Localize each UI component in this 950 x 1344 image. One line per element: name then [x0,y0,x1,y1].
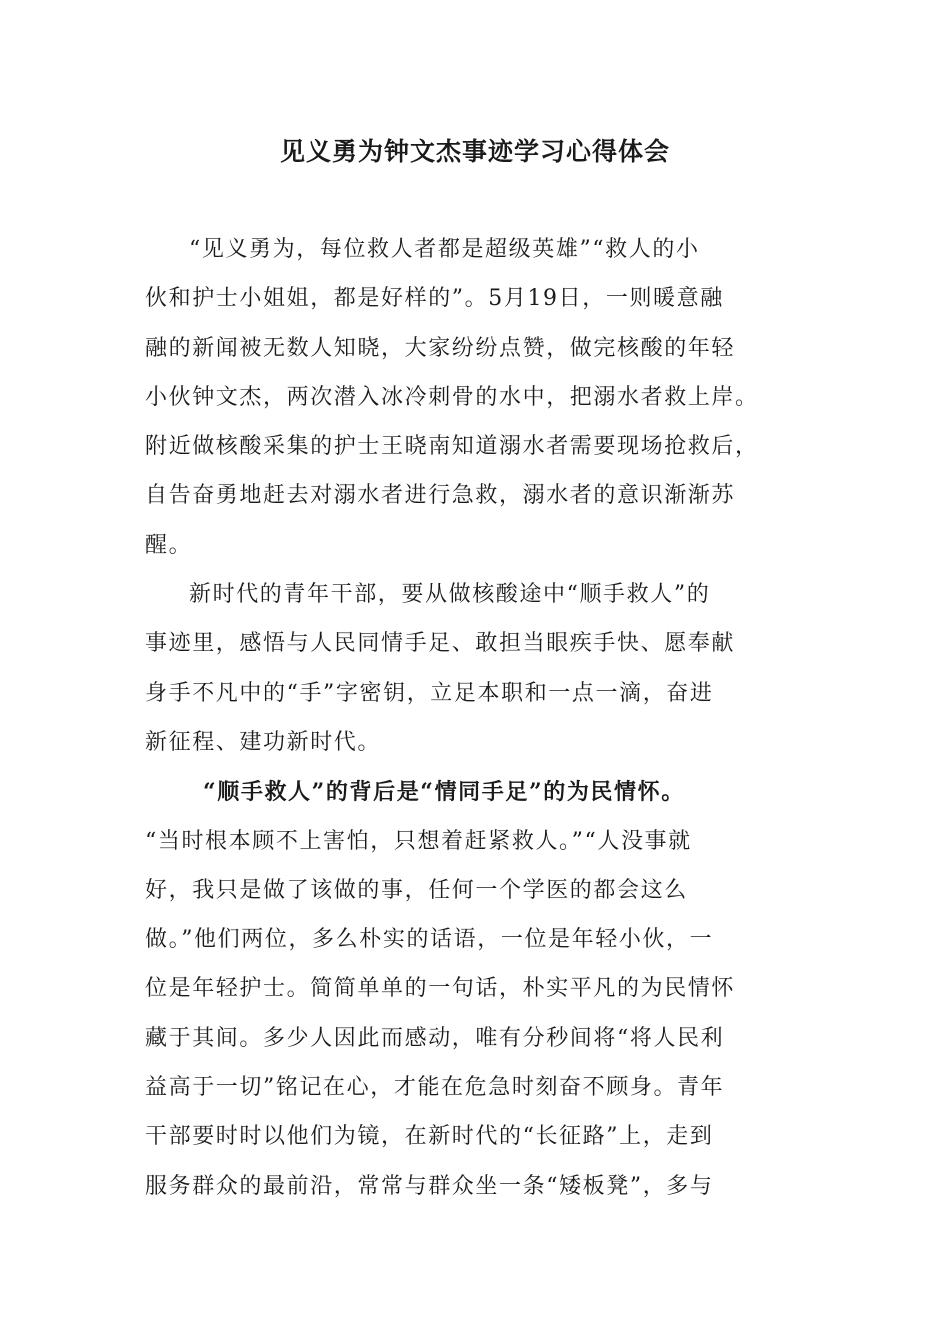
document-title: 见义勇为钟文杰事迹学习心得体会 [279,137,670,166]
paragraph-3-line-1: “当时根本顾不上害怕，只想着赶紧救人。”“人没事就 [145,828,692,854]
paragraph-3-line-6: 益高于一切”铭记在心，才能在危急时刻奋不顾身。青年 [145,1075,725,1101]
paragraph-1-line-7: 醒。 [145,532,193,558]
paragraph-3-line-8: 服务群众的最前沿，常常与群众坐一条“矮板凳”，多与 [145,1173,714,1199]
paragraph-3-line-5: 藏于其间。多少人因此而感动，唯有分秒间将“将人民利 [145,1025,725,1051]
paragraph-1-line-1: “见义勇为，每位救人者都是超级英雄”“救人的小 [189,237,700,262]
paragraph-3-line-2: 好，我只是做了该做的事，任何一个学医的都会这么 [145,877,688,903]
paragraph-1-line-6: 自告奋勇地赶去对溺水者进行急救，溺水者的意识渐渐苏 [145,483,736,509]
document-body [145,232,785,1218]
paragraph-2-line-1: 新时代的青年干部，要从做核酸途中“顺手救人”的 [189,582,711,608]
paragraph-1-line-2: 伙和护士小姐姐，都是好样的”。5月19日，一则暖意融 [145,286,724,312]
paragraph-2-line-2: 事迹里，感悟与人民同情手足、敢担当眼疾手快、愿奉献 [145,631,736,657]
paragraph-1-line-3: 融的新闻被无数人知晓，大家纷纷点赞，做完核酸的年轻 [145,335,736,361]
paragraph-1-line-4: 小伙钟文杰，两次潜入冰冷刺骨的水中，把溺水者救上岸。 [145,384,759,410]
paragraph-3-line-7: 干部要时时以他们为镜，在新时代的“长征路”上，走到 [145,1124,714,1150]
paragraph-2-line-3: 身手不凡中的“手”字密钥，立足本职和一点一滴，奋进 [145,680,714,706]
section-heading: “顺手救人”的背后是“情同手足”的为民情怀。 [203,779,685,806]
paragraph-2-line-4: 新征程、建功新时代。 [145,729,382,755]
paragraph-3-line-3: 做。”他们两位，多么朴实的话语，一位是年轻小伙，一 [145,927,714,953]
paragraph-3-line-4: 位是年轻护士。简简单单的一句话，朴实平凡的为民情怀 [145,976,736,1002]
paragraph-1-line-5: 附近做核酸采集的护士王晓南知道溺水者需要现场抢救后， [145,434,759,460]
